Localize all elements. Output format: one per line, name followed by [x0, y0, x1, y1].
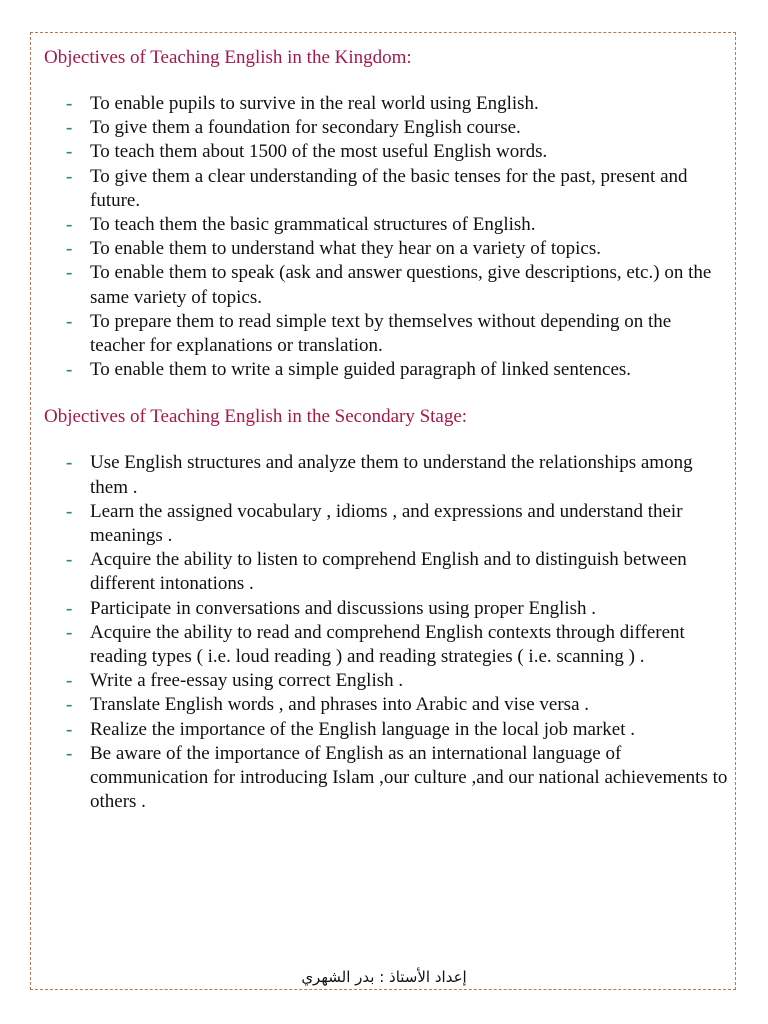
list-item	[44, 237, 728, 261]
dash-bullet: -	[66, 93, 73, 114]
objectives-list-secondary	[44, 451, 728, 814]
dash-bullet: -	[66, 500, 73, 522]
list-item	[44, 548, 728, 596]
dash-bullet: -	[66, 718, 73, 740]
list-item-text: Translate English words , and phrases into Arabic and vise versa .	[90, 694, 590, 716]
objectives-list-kingdom	[44, 92, 728, 382]
list-item-text: To enable them to speak (ask and answer questions, give descriptions, etc.) on the same variety of topics.	[90, 262, 712, 308]
list-item-text: Write a free-essay using correct English .	[90, 670, 404, 692]
list-item	[44, 597, 728, 621]
list-item	[44, 451, 728, 499]
document-body	[44, 46, 728, 814]
list-item-text: To give them a clear understanding of the basic tenses for the past, present and future.	[90, 165, 688, 211]
list-item-text: Acquire the ability to read and comprehend English contexts through different reading types ( i.e. loud reading ) and reading strategies ( i.e. scanning ) .	[90, 621, 685, 668]
list-item-text: To give them a foundation for secondary English course.	[90, 117, 521, 139]
section-heading-secondary: Objectives of Teaching English in the Secondary Stage:	[44, 406, 468, 428]
list-item	[44, 140, 728, 164]
list-item-text: To prepare them to read simple text by themselves without depending on the teacher for explanations or translation.	[90, 310, 672, 357]
dash-bullet: -	[66, 117, 73, 139]
list-item	[44, 669, 728, 693]
dash-bullet: -	[66, 742, 73, 764]
dash-bullet: -	[66, 670, 73, 692]
dash-bullet: -	[66, 262, 73, 284]
dash-bullet: -	[66, 238, 73, 260]
list-item-text: Learn the assigned vocabulary , idioms , and expressions and understand their meanings .	[90, 500, 683, 547]
author-footer: إعداد الأستاذ : بدر الشهري	[301, 968, 467, 986]
list-item	[44, 358, 728, 382]
dash-bullet: -	[66, 694, 73, 716]
section-heading-kingdom: Objectives of Teaching English in the Kingdom:	[44, 47, 412, 68]
list-item-text: To enable pupils to survive in the real world using English.	[90, 93, 539, 114]
list-item	[44, 621, 728, 669]
list-item-text: To enable them to write a simple guided paragraph of linked sentences.	[90, 359, 632, 381]
list-item-text: To teach them the basic grammatical structures of English.	[90, 214, 536, 236]
list-item-text: Participate in conversations and discussions using proper English .	[90, 597, 597, 619]
list-item	[44, 742, 728, 815]
dash-bullet: -	[66, 621, 73, 643]
list-item	[44, 693, 728, 717]
list-item	[44, 261, 728, 309]
list-item	[44, 500, 728, 548]
dash-bullet: -	[66, 310, 73, 332]
list-item	[44, 718, 728, 742]
list-item-text: Be aware of the importance of English as an international language of communication for introducing Islam ,our culture ,and our national achievements to others .	[90, 742, 728, 813]
dash-bullet: -	[66, 597, 73, 619]
dash-bullet: -	[66, 214, 73, 236]
list-item-text: To enable them to understand what they hear on a variety of topics.	[90, 238, 601, 260]
list-item	[44, 310, 728, 358]
dash-bullet: -	[66, 359, 73, 381]
list-item	[44, 92, 728, 116]
dash-bullet: -	[66, 452, 73, 474]
list-item-text: Realize the importance of the English language in the local job market .	[90, 718, 636, 740]
list-item	[44, 165, 728, 213]
dash-bullet: -	[66, 141, 73, 163]
dash-bullet: -	[66, 165, 73, 187]
list-item-text: Use English structures and analyze them to understand the relationships among them .	[90, 452, 693, 498]
list-item-text: To teach them about 1500 of the most useful English words.	[90, 141, 548, 163]
dash-bullet: -	[66, 549, 73, 571]
list-item	[44, 116, 728, 140]
list-item	[44, 213, 728, 237]
list-item-text: Acquire the ability to listen to comprehend English and to distinguish between different intonations .	[90, 549, 687, 595]
